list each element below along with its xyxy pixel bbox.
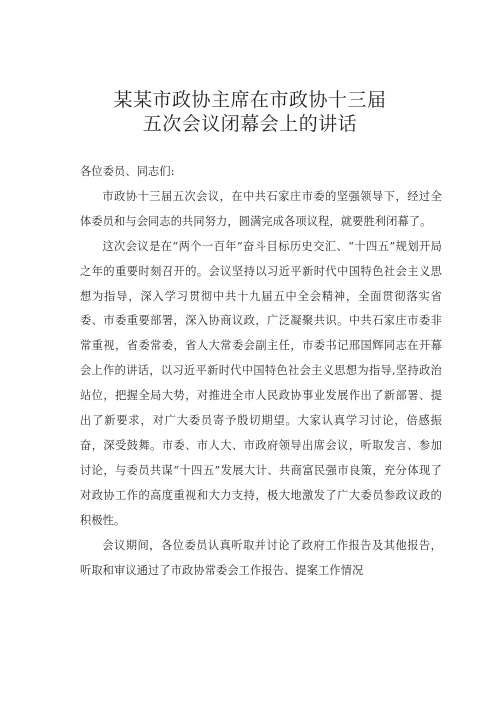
salutation: 各位委员、同志们: <box>80 165 175 178</box>
document-body <box>80 160 442 583</box>
paragraph-1: 市政协十三届五次会议，在中共石家庄市委的坚强领导下，经过全体委员和与会同志的共同努力，圆满完成各项议程，就要胜利闭幕了。 <box>80 189 442 228</box>
paragraph-2: 这次会议是在“两个一百年”奋斗目标历史交汇、“十四五”规划开局之年的重要时刻召开的。会议坚持以习近平新时代中国特色社会主义思想为指导，深入学习贯彻中共十九届五中全会精神，全面贯彻落实省委、市委重要部署，深入协商议政，广泛凝聚共识。中共石家庄市委非常重视，省委常委，省人大常委会副主任，市委书记邢国辉同志在开幕会上作的讲话，以习近平新时代中国特色社会主义思想为指导,坚持政治站位，把握全局大势，对推进全市人民政协事业发展作出了新部署、提出了新要求，对广大委员寄予殷切期望。大家认真学习讨论，倍感振奋，深受鼓舞。市委、市人大、市政府领导出席会议，听取发言、参加讨论，与委员共谋“十四五”发展大计、共商富民强市良策，充分体现了对政协工作的高度重视和大力支持，极大地激发了广大委员参政议政的积极性。 <box>80 239 442 527</box>
document-title-line-1: 某某市政协主席在市政协十三届 <box>113 89 387 111</box>
paragraph-3: 会议期间，各位委员认真听取并讨论了政府工作报告及其他报告，听取和审议通过了市政协常委会工作报告、提案工作情况 <box>80 538 442 577</box>
document-title-line-2: 五次会议闭幕会上的讲话 <box>142 113 358 135</box>
